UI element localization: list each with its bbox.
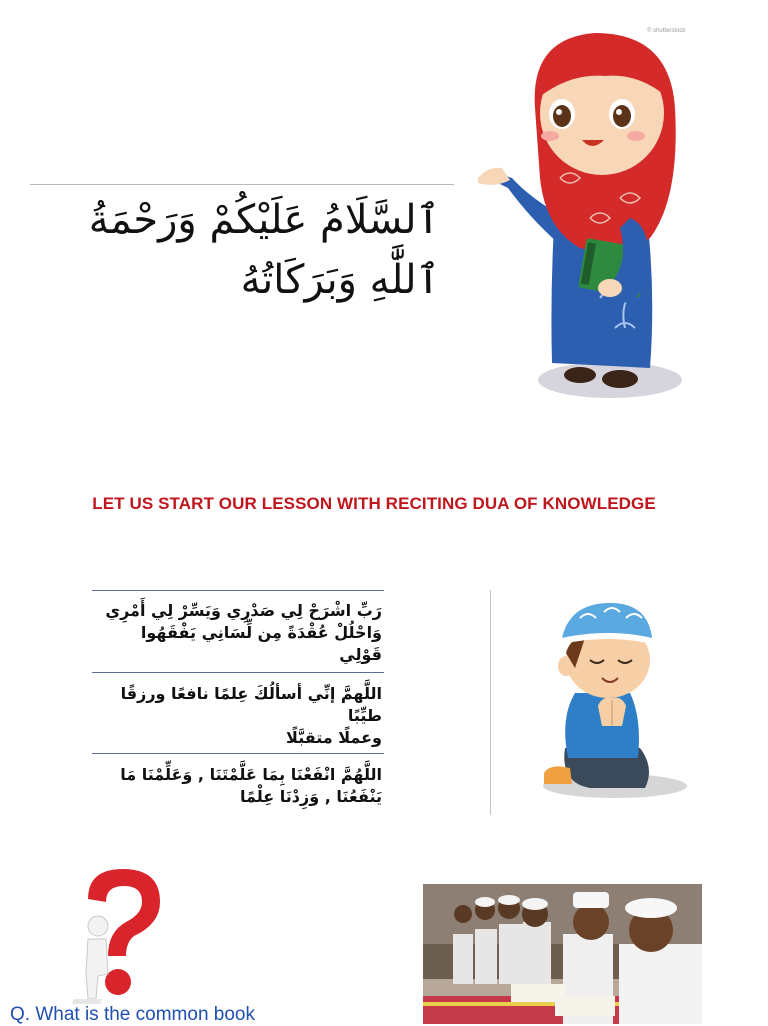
- dua-item-1: [98, 600, 382, 666]
- boy-praying-illustration: [530, 598, 690, 803]
- top-separator: [30, 184, 454, 185]
- dua-line: رَبِّ اشْرَحْ لِي صَدْرِي وَيَسِّرْ لِي أَمْرِي: [105, 601, 382, 620]
- lesson-headline: LET US START OUR LESSON WITH RECITING DUA OF KNOWLEDGE: [92, 494, 656, 513]
- greeting-arabic: ٱلسَّلَامُ عَلَيْكُمْ وَرَحْمَةُ ٱللَّٰهِ وَبَرَكَاتُهُ: [88, 197, 440, 303]
- dua-line: اللَّهمَّ إنِّي أسألُكَ عِلمًا نافعًا ورزقًا طيِّبًا: [120, 684, 382, 725]
- dua-separator-top: [92, 590, 384, 591]
- dua-separator-2: [92, 753, 384, 754]
- dua-line: وَاحْلُلْ عُقْدَةً مِن لِّسَانِي يَفْقَهُوا قَوْلِي: [140, 623, 382, 664]
- dua-line: وعملًا متقبَّلًا: [286, 728, 382, 747]
- question-mark-illustration: [68, 864, 168, 1004]
- watermark-text: © shutterstock: [647, 28, 686, 34]
- dua-item-3: [98, 764, 382, 808]
- vertical-divider: [490, 590, 491, 815]
- students-reading-photo: [423, 884, 702, 1024]
- dua-line: اللَّهُمَّ انْفَعْنَا بِمَا عَلَّمْتَنَا , وَعَلِّمْنَا مَا: [120, 765, 382, 784]
- dua-item-2: [98, 683, 382, 749]
- girl-illustration: [470, 28, 685, 406]
- question-text: Q. What is the common book: [10, 1004, 255, 1025]
- dua-line: يَنْفَعُنَا , وَزِدْنَا عِلْمًا: [240, 787, 382, 806]
- boy-cap: [562, 603, 652, 638]
- dua-separator-1: [92, 672, 384, 673]
